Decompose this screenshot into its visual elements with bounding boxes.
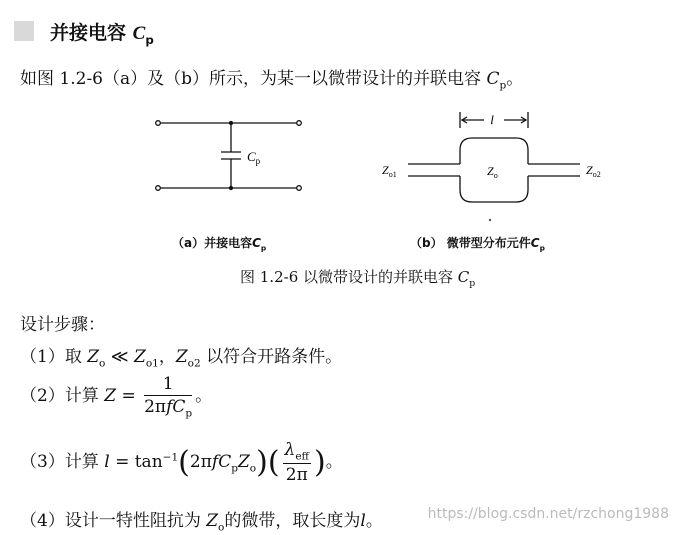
- section-title-symbol: C: [132, 23, 146, 44]
- caption-b-text: （b） 微带型分布元件: [410, 236, 531, 250]
- step-3-open-paren: (: [178, 445, 190, 481]
- caption-b: [410, 234, 545, 252]
- step-1-relation: ≪: [105, 347, 134, 367]
- step-2-denominator: [144, 396, 192, 419]
- section-title-sub: p: [145, 32, 154, 47]
- step-1-number: （1）: [20, 347, 65, 367]
- intro-symbol: C: [486, 69, 500, 89]
- step-1: [20, 342, 342, 369]
- step-3-sup: −1: [162, 451, 179, 464]
- step-1-math-sub: o: [99, 357, 106, 370]
- step-3-close-paren: ): [256, 445, 268, 481]
- intro-text: 如图 1.2-6（a）及（b）所示，为某一以微带设计的并联电容: [20, 69, 482, 89]
- caption-a-sub: p: [260, 243, 267, 253]
- figure-title: [240, 266, 475, 289]
- step-3-number: （3）: [20, 452, 65, 473]
- intro-sub: p: [499, 79, 507, 92]
- cap-label: $C_p$: [247, 149, 261, 166]
- caption-a: [172, 234, 266, 252]
- step-2-den-sub: p: [185, 407, 193, 420]
- step-3-inner-c: C: [218, 452, 232, 473]
- step-2-end: 。: [195, 386, 213, 407]
- section-title-text: 并接电容: [50, 22, 127, 44]
- step-4-post: 的微带，取长度为: [224, 511, 361, 531]
- step-1-separator: ，: [158, 347, 176, 367]
- step-3-inner-2pi: 2π: [189, 452, 212, 473]
- step-2-numerator: 1: [144, 374, 192, 396]
- intro-end: 。: [506, 69, 524, 89]
- step-2-den-f: f: [166, 397, 173, 417]
- length-label: l: [490, 112, 494, 127]
- stray-dot: [489, 219, 491, 221]
- step-3-lambda: λ: [284, 440, 296, 460]
- figure-title-text: 图 1.2-6 以微带设计的并联电容: [240, 268, 454, 286]
- z-left-label: $Z_{o1}$: [382, 163, 397, 179]
- step-3-fraction: [283, 440, 312, 485]
- step-4-end: 。: [365, 511, 383, 531]
- step-2-number: （2）: [20, 386, 65, 407]
- figure-title-sub: p: [469, 278, 476, 289]
- step-1-post: 以符合开路条件。: [200, 347, 343, 367]
- step-2-equals: =: [116, 386, 142, 407]
- steps-heading: 设计步骤：: [20, 315, 105, 335]
- step-1-math2: Z: [134, 347, 146, 367]
- step-2: [20, 374, 212, 419]
- step-1-math2-sub: o1: [145, 357, 159, 370]
- step-1-pre: 取: [64, 347, 82, 367]
- step-3-denominator: 2π: [285, 465, 308, 486]
- step-2-den-c: C: [172, 397, 186, 417]
- step-3-inner-f: f: [211, 452, 219, 473]
- step-4-math: Z: [206, 511, 219, 531]
- step-3-lhs: l: [104, 452, 110, 473]
- step-3-numerator: [283, 440, 312, 464]
- step-3: [20, 440, 343, 485]
- step-3-end: 。: [325, 452, 343, 473]
- step-3-tan: = tan: [109, 452, 163, 473]
- step-4-math-sub: o: [218, 521, 225, 534]
- step-4-math2: l: [360, 511, 366, 531]
- step-4-number: （4）: [20, 511, 65, 531]
- step-4: [20, 506, 383, 533]
- step-2-fraction: [144, 374, 192, 419]
- z-mid-label: $Z_o$: [487, 164, 498, 180]
- caption-b-sub: p: [539, 243, 545, 253]
- step-1-math3: Z: [175, 347, 188, 367]
- figure-title-symbol: C: [457, 268, 470, 286]
- step-3-lambda-sub: eff: [295, 450, 310, 463]
- step-3-inner-z-sub: o: [249, 462, 257, 475]
- step-2-den-2pi: 2π: [144, 397, 167, 417]
- watermark: https://blog.csdn.net/rzchong1988: [427, 506, 669, 522]
- step-4-pre: 设计一特性阻抗为: [64, 511, 201, 531]
- caption-a-text: （a）并接电容: [172, 236, 253, 250]
- step-2-pre: 计算: [64, 386, 99, 407]
- step-1-math: Z: [87, 347, 100, 367]
- step-3-inner-z: Z: [237, 452, 250, 473]
- step-3-open-paren-2: (: [267, 445, 280, 481]
- z-right-label: $Z_{o2}$: [586, 163, 601, 179]
- caption-a-symbol: C: [252, 236, 261, 250]
- shunt-capacitor-circuit: [156, 121, 302, 191]
- microstrip-element: [408, 112, 580, 202]
- step-3-inner-c-sub: p: [231, 462, 238, 475]
- caption-b-symbol: C: [530, 236, 540, 250]
- step-1-math3-sub: o2: [187, 357, 201, 370]
- step-3-pre: 计算: [64, 452, 99, 473]
- step-3-close-paren-2: ): [314, 445, 326, 481]
- step-2-lhs: Z: [104, 386, 117, 407]
